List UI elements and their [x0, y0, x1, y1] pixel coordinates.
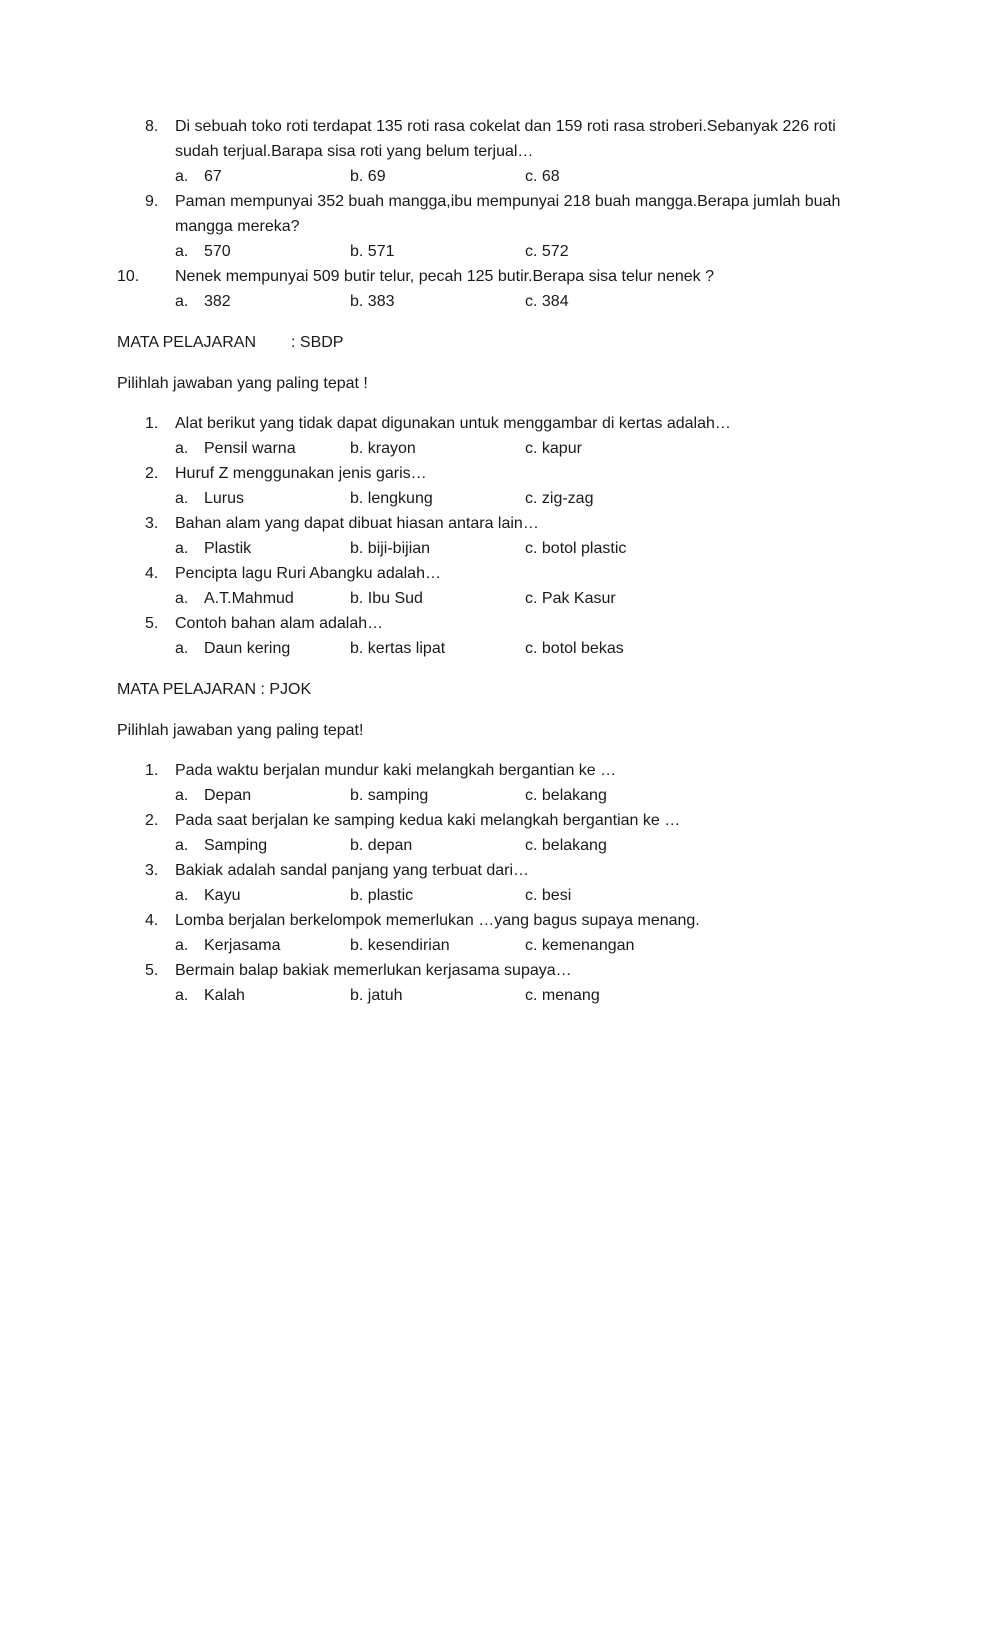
question-text: Bakiak adalah sandal panjang yang terbuat dari… [175, 862, 530, 879]
answer-options [175, 636, 877, 661]
option-b: b. samping [350, 787, 429, 804]
question-text: Lomba berjalan berkelompok memerlukan …yang bagus supaya menang. [175, 912, 700, 929]
sbdp-question-5 [117, 611, 877, 661]
option-c: c. belakang [525, 837, 607, 854]
option-b: b. krayon [350, 440, 416, 457]
question-text: Contoh bahan alam adalah… [175, 615, 384, 632]
option-a: Plastik [204, 540, 252, 557]
subject-title: MATA PELAJARAN : PJOK [117, 681, 312, 698]
answer-options [175, 933, 877, 958]
option-c: c. zig-zag [525, 490, 594, 507]
option-a: Kerjasama [204, 937, 281, 954]
option-a-letter: a. [175, 490, 189, 507]
pjok-section-title [117, 677, 877, 702]
option-a-letter: a. [175, 168, 189, 185]
option-c: c. 68 [525, 168, 560, 185]
pjok-question-1 [117, 758, 877, 808]
option-a: Daun kering [204, 640, 291, 657]
answer-options [175, 436, 877, 461]
option-b: b. 571 [350, 243, 395, 260]
question-text: Pencipta lagu Ruri Abangku adalah… [175, 565, 441, 582]
option-a: Kalah [204, 987, 245, 1004]
pjok-question-3 [117, 858, 877, 908]
option-c: c. botol bekas [525, 640, 624, 657]
option-a-letter: a. [175, 243, 189, 260]
question-text: Bahan alam yang dapat dibuat hiasan antara lain… [175, 515, 539, 532]
option-a-letter: a. [175, 440, 189, 457]
math-question-list [117, 114, 877, 314]
option-a: 570 [204, 243, 231, 260]
question-text: Pada waktu berjalan mundur kaki melangkah bergantian ke … [175, 762, 617, 779]
answer-options [175, 586, 877, 611]
math-question-10 [117, 264, 877, 314]
answer-options [175, 536, 877, 561]
option-a-letter: a. [175, 987, 189, 1004]
answer-options [175, 486, 877, 511]
pjok-question-list [117, 758, 877, 1008]
option-a: Samping [204, 837, 268, 854]
question-text: Di sebuah toko roti terdapat 135 roti rasa cokelat dan 159 roti rasa stroberi.Sebanyak 226 roti sudah terjual.Barapa sisa roti yang belum terjual… [175, 118, 836, 160]
option-c: c. 572 [525, 243, 569, 260]
option-b: b. Ibu Sud [350, 590, 423, 607]
sbdp-question-list [117, 411, 877, 661]
option-b: b. kesendirian [350, 937, 450, 954]
answer-options [175, 239, 877, 264]
math-question-8 [117, 114, 877, 189]
option-c: c. Pak Kasur [525, 590, 616, 607]
option-a: 382 [204, 293, 231, 310]
question-number: 4. [145, 912, 159, 929]
question-number: 1. [145, 762, 159, 779]
option-b: b. depan [350, 837, 413, 854]
option-b: b. kertas lipat [350, 640, 446, 657]
option-b: b. 69 [350, 168, 386, 185]
sbdp-instruction: Pilihlah jawaban yang paling tepat ! [117, 375, 368, 392]
option-a-letter: a. [175, 787, 189, 804]
option-a: Depan [204, 787, 252, 804]
question-number: 2. [145, 812, 159, 829]
question-number: 1. [145, 415, 159, 432]
question-number: 5. [145, 962, 159, 979]
option-b: b. biji-bijian [350, 540, 431, 557]
sbdp-question-1 [117, 411, 877, 461]
question-text: Bermain balap bakiak memerlukan kerjasama supaya… [175, 962, 572, 979]
option-a: A.T.Mahmud [204, 590, 294, 607]
option-c: c. kemenangan [525, 937, 635, 954]
pjok-question-2 [117, 808, 877, 858]
question-number: 9. [145, 193, 159, 210]
option-c: c. 384 [525, 293, 569, 310]
question-number: 2. [145, 465, 159, 482]
option-c: c. menang [525, 987, 600, 1004]
option-a: 67 [204, 168, 222, 185]
option-c: c. besi [525, 887, 572, 904]
worksheet-page [117, 114, 877, 1008]
question-number: 5. [145, 615, 159, 632]
option-a-letter: a. [175, 590, 189, 607]
question-number: 8. [145, 118, 159, 135]
math-question-9 [117, 189, 877, 264]
option-c: c. kapur [525, 440, 582, 457]
subject-label: MATA PELAJARAN [117, 334, 256, 351]
option-a-letter: a. [175, 640, 189, 657]
answer-options [175, 289, 877, 314]
answer-options [175, 833, 877, 858]
option-c: c. botol plastic [525, 540, 627, 557]
pjok-question-4 [117, 908, 877, 958]
sbdp-section-title [117, 330, 877, 355]
question-text: Paman mempunyai 352 buah mangga,ibu mempunyai 218 buah mangga.Berapa jumlah buah mangga mereka? [175, 193, 841, 235]
question-number: 3. [145, 862, 159, 879]
sbdp-question-4 [117, 561, 877, 611]
answer-options [175, 164, 877, 189]
sbdp-question-2 [117, 461, 877, 511]
pjok-question-5 [117, 958, 877, 1008]
answer-options [175, 783, 877, 808]
option-b: b. plastic [350, 887, 414, 904]
question-number: 10. [117, 268, 140, 285]
option-a-letter: a. [175, 540, 189, 557]
option-a-letter: a. [175, 937, 189, 954]
question-text: Nenek mempunyai 509 butir telur, pecah 125 butir.Berapa sisa telur nenek ? [175, 268, 714, 285]
question-text: Alat berikut yang tidak dapat digunakan untuk menggambar di kertas adalah… [175, 415, 731, 432]
question-number: 4. [145, 565, 159, 582]
subject-value: : SBDP [291, 334, 344, 351]
option-a-letter: a. [175, 837, 189, 854]
question-text: Huruf Z menggunakan jenis garis… [175, 465, 427, 482]
option-a-letter: a. [175, 293, 189, 310]
option-a: Pensil warna [204, 440, 296, 457]
question-text: Pada saat berjalan ke samping kedua kaki melangkah bergantian ke … [175, 812, 681, 829]
pjok-instruction: Pilihlah jawaban yang paling tepat! [117, 722, 364, 739]
option-a: Lurus [204, 490, 245, 507]
answer-options [175, 883, 877, 908]
sbdp-question-3 [117, 511, 877, 561]
option-a-letter: a. [175, 887, 189, 904]
option-b: b. jatuh [350, 987, 403, 1004]
option-b: b. 383 [350, 293, 395, 310]
question-number: 3. [145, 515, 159, 532]
option-a: Kayu [204, 887, 241, 904]
answer-options [175, 983, 877, 1008]
option-b: b. lengkung [350, 490, 433, 507]
option-c: c. belakang [525, 787, 607, 804]
